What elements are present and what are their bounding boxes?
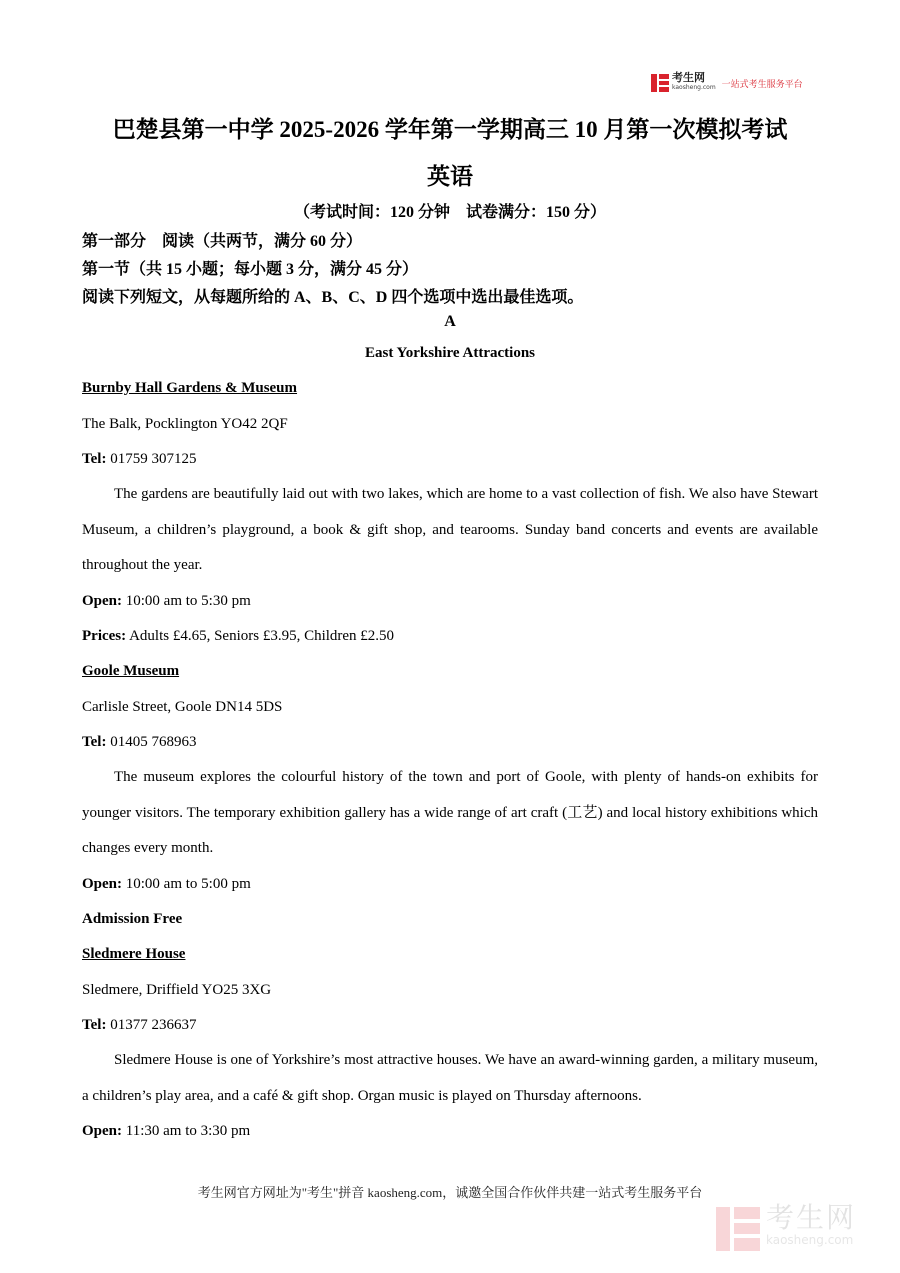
venue-tel [82, 1017, 196, 1034]
venue-address: The Balk, Pocklington YO42 2QF [82, 416, 288, 432]
logo-url: kaosheng.com [672, 84, 716, 91]
passage-letter: A [444, 313, 456, 330]
venue-name: Goole Museum [82, 663, 180, 679]
page-footer: 考生网官方网址为"考生"拼音 kaosheng.com，诚邀全国合作伙伴共建一站式考生服务平台 [197, 1185, 703, 1200]
venue-prices [82, 628, 394, 645]
exam-info: （考试时间：120 分钟 试卷满分：150 分） [293, 204, 606, 221]
passage-title: East Yorkshire Attractions [365, 345, 535, 361]
venue-open [82, 593, 251, 610]
venue-description: Sledmere House is one of Yorkshire’s most attractive houses. We have an award-winning garden, a military museum, a children’s play area, and a café & gift shop. Organ music is played on Thursday afternoons. [82, 1052, 818, 1104]
exam-subject: 英语 [427, 164, 473, 189]
section-heading: 第一节（共 15 小题；每小题 3 分，满分 45 分） [82, 261, 419, 278]
prices-value: Adults £4.65, Seniors £3.95, Children £2.50 [126, 628, 395, 644]
tel-label: Tel: [82, 1017, 107, 1033]
kaosheng-watermark [716, 1201, 857, 1251]
tel-value: 01405 768963 [106, 734, 197, 750]
venue-open [82, 876, 251, 893]
open-value: 11:30 am to 3:30 pm [122, 1123, 251, 1139]
directions: 阅读下列短文，从每题所给的 A、B、C、D 四个选项中选出最佳选项。 [82, 289, 584, 306]
open-value: 10:00 am to 5:00 pm [122, 876, 251, 892]
kaosheng-logo [651, 73, 803, 93]
logo-slogan: 一站式考生服务平台 [721, 79, 803, 90]
watermark-name: 考生网 [766, 1201, 857, 1234]
kaosheng-logo-icon [651, 74, 669, 92]
kaosheng-watermark-icon [716, 1207, 760, 1251]
logo-name: 考生网 [672, 71, 705, 84]
venue-description: The museum explores the colourful history of the town and port of Goole, with plenty of hands-on exhibits for younger visitors. The temporary exhibition gallery has a wide range of art craft (工艺) and local history exhibitions which changes every month. [82, 769, 818, 856]
open-value: 10:00 am to 5:30 pm [122, 593, 251, 609]
venue-tel [82, 734, 196, 751]
watermark-url: kaosheng.com [766, 1233, 854, 1247]
venue-address: Sledmere, Driffield YO25 3XG [82, 982, 272, 998]
open-label: Open: [82, 1123, 123, 1139]
venue-tel [82, 451, 196, 468]
prices-label: Prices: [82, 628, 127, 644]
tel-label: Tel: [82, 451, 107, 467]
venue-admission: Admission Free [82, 911, 183, 927]
open-label: Open: [82, 593, 123, 609]
venue-name: Burnby Hall Gardens & Museum [82, 380, 298, 396]
exam-title: 巴楚县第一中学 2025-2026 学年第一学期高三 10 月第一次模拟考试 [112, 117, 788, 142]
tel-value: 01759 307125 [106, 451, 197, 467]
tel-label: Tel: [82, 734, 107, 750]
open-label: Open: [82, 876, 123, 892]
venue-open [82, 1123, 250, 1140]
tel-value: 01377 236637 [106, 1017, 197, 1033]
venue-address: Carlisle Street, Goole DN14 5DS [82, 699, 283, 715]
venue-name: Sledmere House [82, 946, 186, 962]
venue-description: The gardens are beautifully laid out with two lakes, which are home to a vast collection of fish. We also have Stewart Museum, a children’s playground, a book & gift shop, and tearooms. Sunday band concerts and events are available throughout the year. [82, 486, 818, 573]
part-heading: 第一部分 阅读（共两节，满分 60 分） [82, 233, 363, 250]
